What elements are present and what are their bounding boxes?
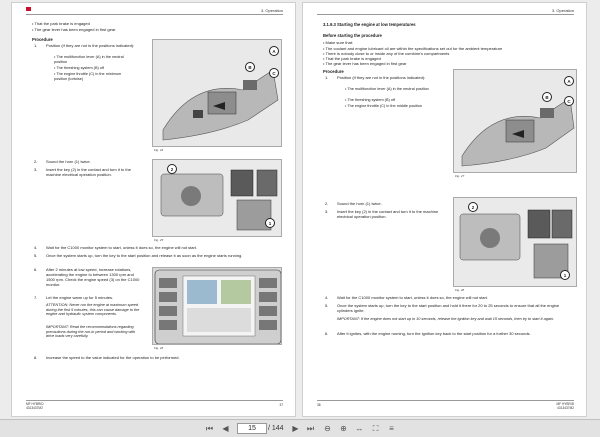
step-text: Increase the speed to the value indicated for the operation to be performed.: [46, 355, 180, 360]
page-number: 38: [317, 403, 321, 407]
viewer-toolbar: [0, 419, 600, 437]
step-text: Once the system starts up, turn the key to the start position and release it as soon as the engine starts running.: [46, 253, 243, 258]
zoom-in-icon[interactable]: ⊕: [340, 424, 347, 433]
step-text: Insert the key (2) in the contact and turn it to the machine electrical operation position.: [46, 167, 131, 177]
step-text: Insert the key (2) in the contact and turn it to the machine electrical operation position.: [337, 209, 439, 219]
step: 6. After it ignites, with the engine running, turn the ignition key back to the start position for a further 30 seconds.: [325, 331, 531, 336]
figure-caption: Fig. 24: [154, 148, 164, 152]
figure-caption: Fig. 25: [154, 238, 164, 242]
step: 1. Position (if they are not in the positions indicated):: [325, 75, 426, 80]
zoom-out-icon[interactable]: ⊖: [324, 424, 331, 433]
more-icon[interactable]: ≡: [389, 424, 394, 433]
callout-1: 1: [560, 270, 570, 280]
attention-note: ATTENTION: Never run the engine at maximum speed during the first 5 minutes, this can cause damage to the engine and hydraulic system components.: [46, 303, 140, 317]
figure-caption: Fig. 27: [455, 174, 465, 178]
intro-text: • Make sure that:: [323, 40, 353, 45]
sub-bullet: • The threshing system (B) off: [345, 98, 430, 103]
step: 4. Wait for the C1000 monitor system to start, unless it does so, the engine will not start.: [325, 295, 489, 300]
sub-bullet: • The multifunction lever (A) in the neutral position: [345, 87, 430, 92]
step-text: Wait for the C1000 monitor system to start, unless it does so, the engine will not start.: [46, 245, 198, 250]
page-number-input[interactable]: 15: [237, 423, 267, 434]
brand-logo: [26, 7, 32, 12]
important-note: IMPORTANT: If the engine does not start up in 10 seconds, release the ignition key and wait 15 seconds, then try to start it again.: [337, 317, 554, 321]
prev-page-button[interactable]: ◀: [222, 424, 229, 433]
fit-width-icon[interactable]: ↔: [355, 424, 364, 433]
important-note: IMPORTANT: Read the recommendations regarding precautions during the run-in period and working with drive loads very carefully.: [46, 325, 136, 339]
subheading: Before starting the procedure: [323, 33, 382, 38]
footer-meta: [556, 402, 574, 410]
bullet: • The gear lever has been engaged in first gear: [32, 27, 115, 32]
step: 6. After 2 minutes at low speed, increase rotations, accelerating the engine to between 1300 rpm and 1500 rpm. Check the engine speed (3) on the C1000 monitor.: [34, 267, 140, 287]
figure-ignition: [152, 159, 282, 237]
fullscreen-icon[interactable]: ⛶: [372, 424, 379, 433]
page-total: / 144: [268, 425, 284, 432]
bullet: • That the park brake is engaged: [32, 21, 90, 26]
sub-bullet: • The threshing system (B) off: [54, 66, 134, 71]
last-page-button[interactable]: ⏭: [306, 424, 315, 433]
callout-2: 2: [167, 164, 177, 174]
step-text: Position (if they are not in the positions indicated):: [46, 43, 135, 48]
sub-bullet: • The engine throttle (C) in the middle position: [345, 104, 430, 109]
bullet: • The coolant and engine lubricant oil are within the specifications set out for the ambient temperature: [323, 46, 573, 51]
figure-levers: [152, 39, 282, 147]
page-header: [317, 7, 574, 15]
procedure-heading: Procedure: [323, 69, 344, 74]
page-number: 37: [279, 403, 283, 407]
step: 2. Sound the horn (1) twice.: [34, 159, 91, 164]
callout-a: A: [564, 76, 574, 86]
page-left: [11, 2, 296, 417]
page-header: [26, 7, 283, 15]
step-text: Sound the horn (1) twice.: [337, 201, 382, 206]
next-page-button[interactable]: ▶: [292, 424, 299, 433]
step-text: Wait for the C1000 monitor system to start, unless it does so, the engine will not start.: [337, 295, 489, 300]
figure-ignition: [453, 197, 577, 287]
section-title: 3. Operation: [260, 8, 283, 13]
sub-bullet: • The multifunction lever (A) in the neutral position: [54, 55, 134, 64]
page-right: [302, 2, 587, 417]
page-footer: [317, 400, 574, 410]
callout-b: B: [542, 92, 552, 102]
step-text: After it ignites, with the engine running, turn the ignition key back to the start position for a further 30 seconds.: [337, 331, 531, 336]
bullet: • The gear lever has been engaged in first gear: [323, 61, 573, 66]
figure-levers: [453, 69, 577, 173]
step: 1. Position (if they are not in the positions indicated):: [34, 43, 135, 48]
footer-model: MF HYBRID: [556, 402, 574, 406]
callout-2: 2: [468, 202, 478, 212]
step: 8. Increase the speed to the value indicated for the operation to be performed.: [34, 355, 180, 360]
step: 3. Insert the key (2) in the contact and turn it to the machine electrical operation position.: [34, 167, 131, 177]
step-text: Let the engine warm up for 5 minutes.: [46, 295, 114, 300]
step: 2. Sound the horn (1) twice.: [325, 201, 382, 206]
step-text: Position (if they are not in the positions indicated):: [337, 75, 426, 80]
section-title: 3. Operation: [551, 8, 574, 13]
figure-caption: Fig. 26: [154, 346, 164, 350]
step-text: Sound the horn (1) twice.: [46, 159, 91, 164]
callout-a: A: [269, 46, 279, 56]
step-text: After 2 minutes at low speed, increase rotations, accelerating the engine to between 1300 rpm and 1500 rpm. Check the engine speed (3) on the C1000 monitor.: [46, 267, 140, 287]
footer-code: 4313437M2: [557, 406, 574, 410]
first-page-button[interactable]: ⏮: [205, 424, 214, 433]
figure-monitor: [152, 267, 282, 345]
footer-code: 4313437M2: [26, 406, 43, 410]
procedure-heading: Procedure: [32, 37, 53, 42]
callout-c: C: [269, 68, 279, 78]
sub-bullet: • The engine throttle (C) in the minimum position (tortoise): [54, 72, 134, 81]
step: 7. Let the engine warm up for 5 minutes.: [34, 295, 114, 300]
step: 4. Wait for the C1000 monitor system to start, unless it does so, the engine will not start.: [34, 245, 198, 250]
callout-b: B: [245, 62, 255, 72]
step: 3. Insert the key (2) in the contact and turn it to the machine electrical operation position.: [325, 209, 439, 219]
callout-1: 1: [265, 218, 275, 228]
bullet: • There is nobody close to or inside any of the combine's compartments: [323, 51, 573, 56]
figure-caption: Fig. 28: [455, 288, 465, 292]
step: 5. Once the system starts up, turn the key to the start position and hold it there for 20 to 25 seconds to ensure that all the engine cylinders ignite.: [325, 303, 560, 313]
callout-c: C: [564, 96, 574, 106]
step-text: Once the system starts up, turn the key to the start position and hold it there for 20 to 25 seconds to ensure that all the engine cylinders ignite.: [337, 303, 560, 313]
section-heading: 3.1.9.3 Starting the engine at low temperatures: [323, 22, 416, 27]
bullet: • That the park brake is engaged: [323, 56, 573, 61]
footer-model: MF HYBRID: [26, 402, 44, 406]
step: 5. Once the system starts up, turn the key to the start position and release it as soon as the engine starts running.: [34, 253, 243, 258]
page-footer: [26, 400, 283, 410]
